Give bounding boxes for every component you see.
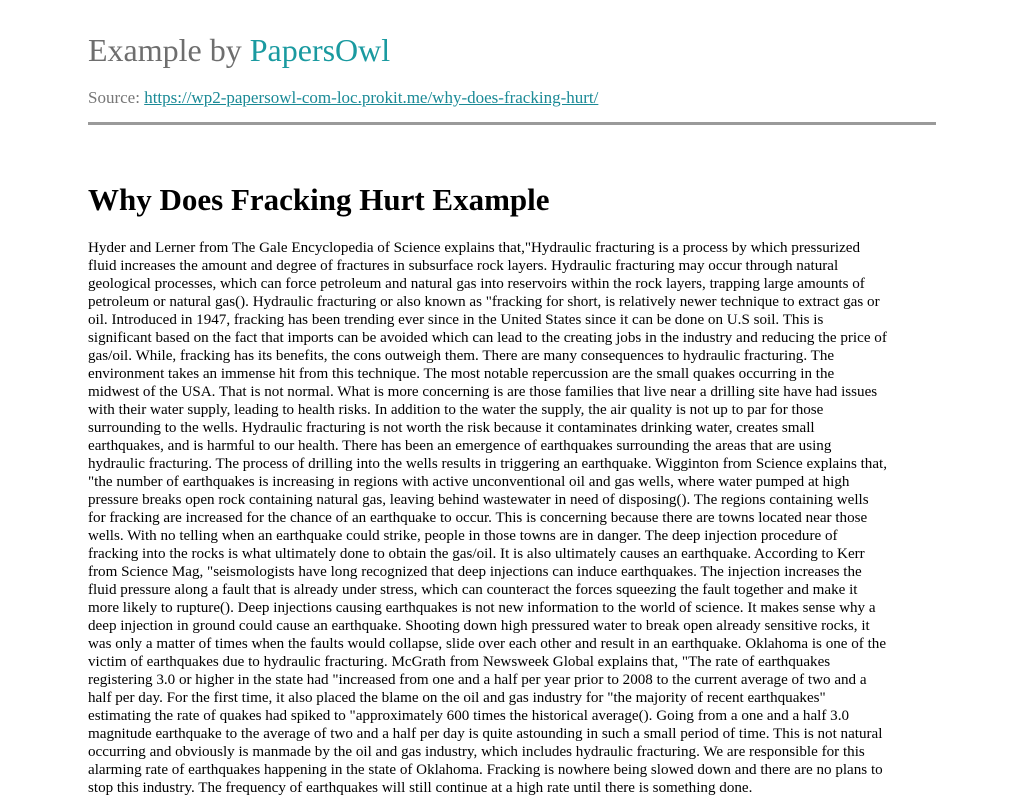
body-line: alarming rate of earthquakes happening in the state of Oklahoma. Fracking is nowhere being slowed down and there are no plans to <box>88 762 883 778</box>
source-line <box>88 87 598 109</box>
body-line: victim of earthquakes due to hydraulic fracturing. McGrath from Newsweek Global explains that, "The rate of earthquakes <box>88 654 831 670</box>
header-divider <box>88 122 936 125</box>
body-line: surrounding to the wells. Hydraulic fracturing is not worth the risk because it contaminates drinking water, creates small <box>88 420 815 436</box>
body-line: deep injection in ground could cause an earthquake. Shooting down high pressured water to break open already sensitive rocks, it <box>88 618 870 634</box>
body-line: registering 3.0 or higher in the state had "increased from one and a half per year prior to 2008 to the current average of two and a <box>88 672 867 688</box>
body-line: stop this industry. The frequency of earthquakes will still continue at a high rate until there is something done. <box>88 780 753 796</box>
body-line: fracking into the rocks is what ultimately done to obtain the gas/oil. It is also ultimately causes an earthquake. According to Kerr <box>88 546 865 562</box>
body-line: occurring and obviously is manmade by the oil and gas industry, which includes hydraulic fracturing. We are responsible for this <box>88 744 865 760</box>
brand-prefix: Example by <box>88 32 250 68</box>
body-line: petroleum or natural gas(). Hydraulic fracturing or also known as "fracking for short, is relatively newer technique to extract gas or <box>88 294 880 310</box>
body-line: midwest of the USA. That is not normal. What is more concerning is are those families that live near a drilling site have had issues <box>88 384 878 400</box>
document-body <box>88 239 948 797</box>
body-line: earthquakes, and is harmful to our health. There has been an emergence of earthquakes surrounding the areas that are using <box>88 438 832 454</box>
body-line: wells. With no telling when an earthquake could strike, people in those towns are in danger. The deep injection procedure of <box>88 528 838 544</box>
body-line: gas/oil. While, fracking has its benefits, the cons outweigh them. There are many consequences to hydraulic fracturing. The <box>88 348 835 364</box>
document-title: Why Does Fracking Hurt Example <box>88 182 550 217</box>
body-line: fluid pressure along a fault that is already under stress, which can counteract the forces squeezing the fault together and make it <box>88 582 858 598</box>
body-line: was only a matter of times when the faults would collapse, slide over each other and result in an earthquake. Oklahoma is one of the <box>88 636 887 652</box>
body-line: geological processes, which can force petroleum and natural gas into reservoirs within the rock layers, trapping large amounts of <box>88 276 865 292</box>
brand-name[interactable]: PapersOwl <box>249 32 391 68</box>
body-line: half per day. For the first time, it also placed the blame on the oil and gas industry for "the majority of recent earthquakes" <box>88 690 826 706</box>
body-line: for fracking are increased for the chance of an earthquake to occur. This is concerning because there are towns located near those <box>88 510 868 526</box>
body-line: significant based on the fact that imports can be avoided which can lead to the creating jobs in the industry and reducing the price of <box>88 330 887 346</box>
body-line: pressure breaks open rock containing natural gas, leaving behind wastewater in need of disposing(). The regions containing wells <box>88 492 869 508</box>
body-line: more likely to rupture(). Deep injections causing earthquakes is not new information to the world of science. It makes sense why a <box>88 600 876 616</box>
body-line: hydraulic fracturing. The process of drilling into the wells results in triggering an earthquake. Wigginton from Science explains that, <box>88 456 888 472</box>
source-link[interactable]: https://wp2-papersowl-com-loc.prokit.me/why-does-fracking-hurt/ <box>144 88 599 107</box>
body-line: magnitude earthquake to the average of two and a half per day is quite astounding in such a small period of time. This is not natural <box>88 726 883 742</box>
body-line: oil. Introduced in 1947, fracking has been trending ever since in the United States since it can be done on U.S soil. This is <box>88 312 824 328</box>
source-label: Source: <box>88 88 145 107</box>
body-line: estimating the rate of quakes had spiked to "approximately 600 times the historical average(). Going from a one and a half 3.0 <box>88 708 850 724</box>
body-line: "the number of earthquakes is increasing in regions with active unconventional oil and gas wells, where water pumped at high <box>88 474 850 490</box>
body-line: with their water supply, leading to health risks. In addition to the water the supply, the air quality is not up to par for those <box>88 402 824 418</box>
body-line: environment takes an immense hit from this technique. The most notable repercussion are the small quakes occurring in the <box>88 366 835 382</box>
body-line: Hyder and Lerner from The Gale Encyclopedia of Science explains that,"Hydraulic fracturing is a process by which pressurized <box>88 240 861 256</box>
body-line: from Science Mag, "seismologists have long recognized that deep injections can induce earthquakes. The injection increases the <box>88 564 862 580</box>
body-line: fluid increases the amount and degree of fractures in subsurface rock layers. Hydraulic fracturing may occur through natural <box>88 258 839 274</box>
brand-heading <box>88 30 390 70</box>
